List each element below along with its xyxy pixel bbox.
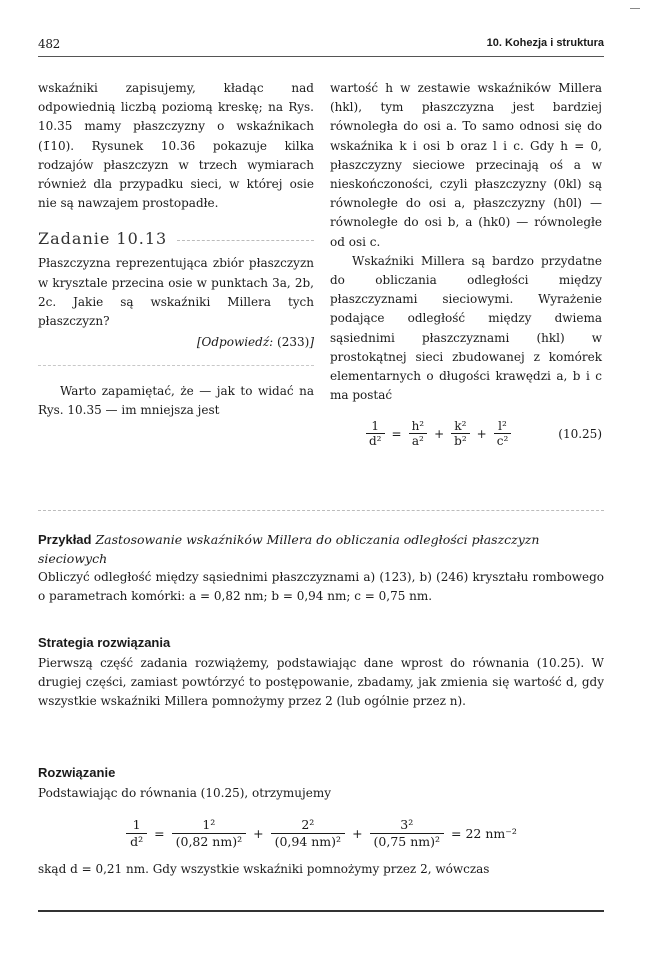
- equation-number: (10.25): [558, 427, 602, 442]
- calc-plus-1: +: [253, 826, 264, 842]
- calc-term-2: [271, 817, 345, 850]
- answer-label: Odpowiedź:: [201, 335, 274, 350]
- right-paragraph-1: wartość h w zestawie wskaźników Millera (hkl), tym płaszczyzna jest bardziej równoległa do osi a. To samo odnosi się do wskaźnika k i osi b oraz l i c. Gdy h = 0, płaszczyzny sieciowe przecinają oś a w nieskończoności, czyli płaszczyzny (0kl) są równoległe do osi a, płaszczyzny (h0l) — równoległe do osi b, a (hk0) — równoległe od osi c.: [330, 81, 602, 249]
- eq-term-k-numerator: k²: [454, 419, 467, 434]
- example-heading: [38, 530, 604, 568]
- example-text: Obliczyć odległość między sąsiednimi płaszczyznami a) (123), b) (246) kryształu rombowego o parametrach komórki: a = 0,82 nm; b = 0,94 nm; c = 0,75 nm.: [38, 570, 604, 604]
- strategy-heading: Strategia rozwiązania: [38, 635, 171, 650]
- calc-equals: =: [154, 826, 165, 842]
- solution-heading: Rozwiązanie: [38, 765, 116, 780]
- strategy-text: Pierwszą część zadania rozwiążemy, podstawiając dane wprost do równania (10.25). W drugiej części, zamiast powtórzyć to postępowanie, zbadamy, jak zmienia się wartość d, gdy wszystkie wskaźniki Millera pomnożymy przez 2 (lub ogólnie przez n).: [38, 656, 604, 709]
- answer-value: (233): [277, 335, 310, 350]
- example-block: [38, 530, 604, 606]
- calc-lhs-denominator: d²: [126, 833, 147, 850]
- left-paragraph-2: Warto zapamiętać, że — jak to widać na Rys. 10.35 — im mniejsza jest: [38, 384, 314, 418]
- solution-after: skąd d = 0,21 nm. Gdy wszystkie wskaźniki pomnożymy przez 2, wówczas: [38, 862, 490, 877]
- calc-term-1-numerator: 1²: [202, 817, 216, 833]
- calc-lhs-numerator: 1: [132, 817, 141, 833]
- calc-term-3-denominator: (0,75 nm)²: [370, 833, 444, 850]
- solution-block: [38, 765, 604, 879]
- eq-term-h: [409, 419, 428, 449]
- calc-term-1: [172, 817, 246, 850]
- section-separator: [38, 510, 604, 511]
- left-column: [38, 79, 314, 421]
- right-paragraph-2: Wskaźniki Millera są bardzo przydatne do obliczania odległości między płaszczyznami sieciowymi. Wyrażenie podające odległość między dwiema sąsiednimi płaszczyznami (hkl) w prostokątnej sieci zbudowanej z komórek elementarnych o długości krawędzi a, b i c ma postać: [330, 253, 602, 403]
- calc-term-2-numerator: 2²: [301, 817, 315, 833]
- eq-lhs-denominator: d²: [366, 433, 385, 449]
- calc-result: = 22 nm⁻²: [451, 826, 517, 842]
- page-number: 482: [38, 37, 61, 51]
- solution-intro: Podstawiając do równania (10.25), otrzymujemy: [38, 786, 331, 800]
- eq-term-l: [494, 419, 512, 449]
- header-rule: [38, 56, 604, 57]
- calc-plus-2: +: [352, 826, 363, 842]
- eq-lhs-fraction: [366, 419, 385, 449]
- footer-rule: [38, 910, 604, 912]
- eq-term-h-denominator: a²: [409, 433, 427, 449]
- chapter-title: 10. Kohezja i struktura: [486, 37, 604, 49]
- example-label: Przykład: [38, 532, 92, 547]
- corner-mark: [630, 8, 640, 9]
- right-column: [330, 79, 602, 449]
- eq-equals: =: [391, 427, 402, 442]
- eq-plus-1: +: [434, 427, 445, 442]
- exercise-header-rule: [177, 240, 314, 241]
- eq-term-k-denominator: b²: [451, 433, 470, 449]
- exercise-separator: [38, 365, 314, 366]
- equation-10-25: [330, 419, 602, 449]
- calc-term-3: [370, 817, 444, 850]
- example-title: Zastosowanie wskaźników Millera do obliczania odległości płaszczyzn sieciowych: [38, 532, 540, 566]
- page-header: [38, 37, 604, 57]
- calc-term-3-numerator: 3²: [400, 817, 414, 833]
- left-paragraph-1: wskaźniki zapisujemy, kładąc nad odpowiednią liczbą poziomą kreskę; na Rys. 10.35 mamy płaszczyzny o wskaźnikach (1̄10). Rysunek 10.36 pokazuje kilka rodzajów płaszczyzn w trzech wymiarach również dla przypadku sieci, w której osie nie są nawzajem prostopadłe.: [38, 81, 314, 211]
- eq-term-h-numerator: h²: [411, 419, 425, 434]
- calc-term-1-denominator: (0,82 nm)²: [172, 833, 246, 850]
- eq-term-l-numerator: l²: [498, 419, 507, 434]
- exercise-answer: [Odpowiedź: (233)]: [196, 335, 314, 350]
- eq-lhs-numerator: 1: [371, 419, 380, 434]
- strategy-block: [38, 635, 604, 712]
- exercise-title: Zadanie 10.13: [38, 229, 168, 249]
- calc-lhs: [126, 817, 147, 850]
- eq-term-l-denominator: c²: [494, 433, 512, 449]
- eq-term-k: [451, 419, 470, 449]
- exercise-header: [38, 229, 314, 248]
- calc-term-2-denominator: (0,94 nm)²: [271, 833, 345, 850]
- solution-calculation: [38, 817, 604, 850]
- exercise-text: Płaszczyzna reprezentująca zbiór płaszczyzn w krysztale przecina osie w punktach 3a, 2b, 2c. Jakie są wskaźniki Millera tych płaszczyzn?: [38, 256, 314, 329]
- eq-plus-2: +: [476, 427, 487, 442]
